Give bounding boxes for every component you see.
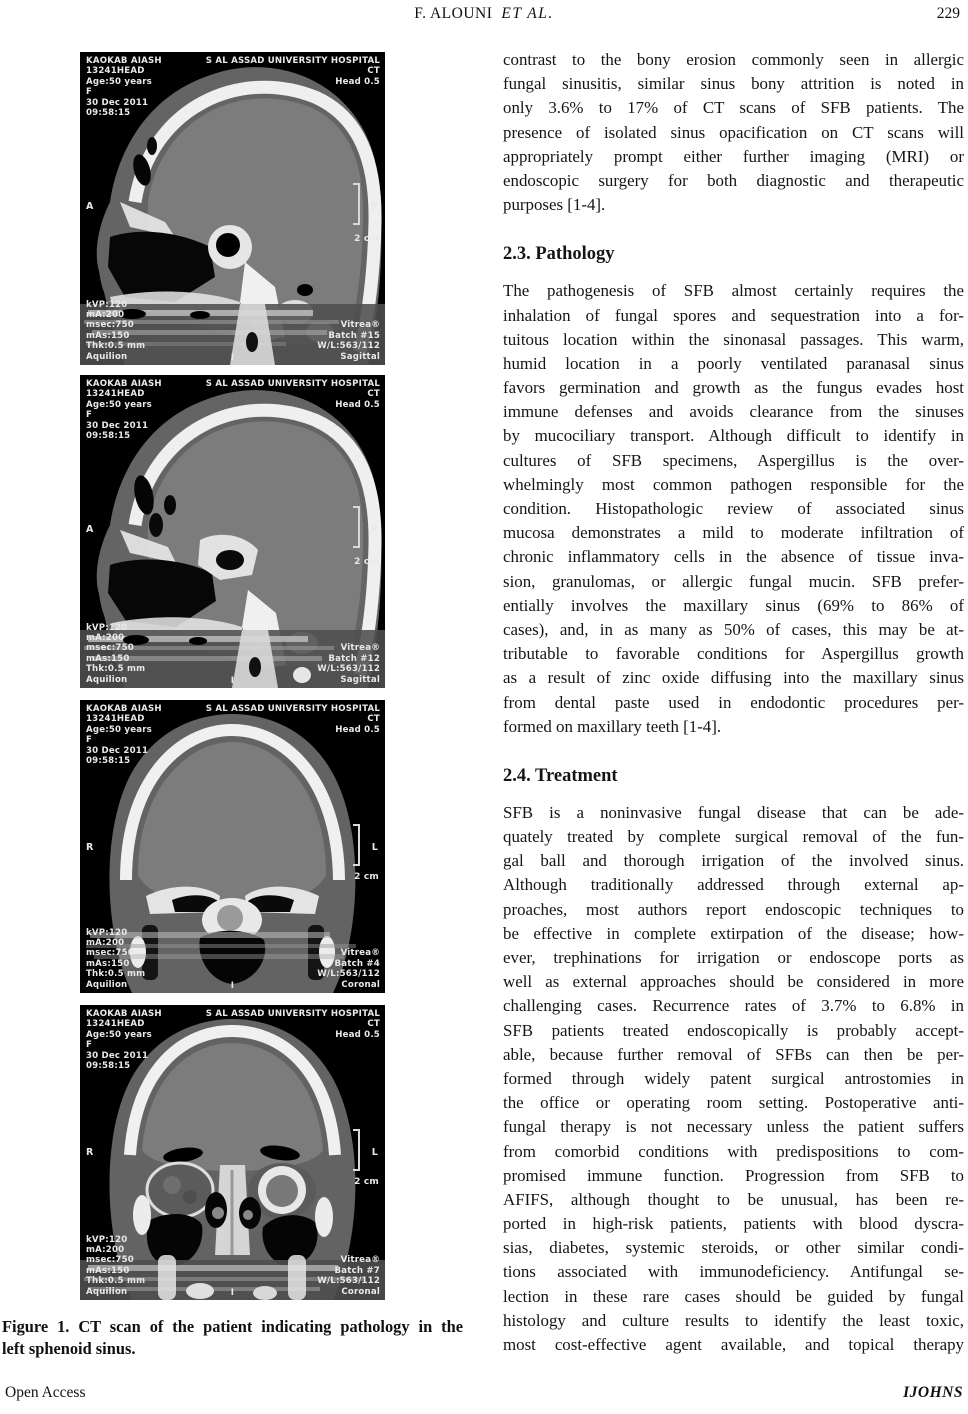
et-al-text: ET AL.: [501, 5, 554, 22]
paragraph-treatment: SFB is a noninvasive fungal disease that can be ade- quately treated by complete surgical removal of the fun- gal ball and thorough irrigation of the involved sinus. Although traditionally addressed through external ap- proaches, most authors report endoscopic techniques to be effective in complete extirpation of the disease; how- ever, trephinations for irrigation or endoscope ports as well as external approaches should be considered in more challenging cases. Recurrence rates of 3.7% to 6.8% in SFB patients treated endoscopically is probably accept- able, because further removal of SFBs can then be per- formed through widely patent surgical antrostomies in the office or operating room setting. Postoperative anti- fungal therapy is not necessary unless the patient suffers from comorbid conditions with predispositions to com- promised immune function. Progression from SFB to AFIFS, although thought to be unusual, has been re- ported in high-risk patients, patients with blood dyscra- sias, diabetes, systemic steroids, or other similar condi- tions associated with immunodeficiency. Antifungal se- lection in these rare cases should be guided by fungal histology and culture results to identify the least toxic, most cost-effective agent available, and topical therapy: [503, 802, 964, 1354]
scale-2cm-label: 2 cm: [354, 234, 379, 244]
scale-bracket: [353, 824, 360, 866]
patient-info-overlay: KAOKAB AIASH 13241HEAD Age:50 years F 30 Dec 2011 09:58:15: [86, 379, 162, 442]
orientation-label-anterior: A: [86, 524, 94, 535]
footer-open-access: Open Access: [5, 1384, 86, 1401]
render-info-overlay: Vitrea® Batch #4 W/L:563/112 Coronal: [317, 948, 380, 990]
running-head-authors: [0, 5, 968, 23]
ct-scan-sagittal-2: [80, 375, 385, 688]
acquisition-params-overlay: kVP:120 mA:200 msec:750 mAs:150 Thk:0.5 mm Aquilion: [86, 1234, 146, 1297]
paragraph-pathology: The pathogenesis of SFB almost certainly requires the inhalation of fungal spores and sequestration into a for- tuitous location within the sinonasal passages. This warm, humid location in a poorly ventilated paranasal sinus favors germination and growth as the fungus evades host immune defenses and avoids clearance from the sinuses by mucociliary transport. Although difficult to identify in cultures of SFB specimens, Aspergillus is the over- whelmingly most common pathogen responsible for the condition. Histopathologic review of associated sinus mucosa demonstrates a mild to moderate infiltration of chronic inflammatory cells in the absence of tissue inva- sion, granulomas, or allergic fungal mucin. SFB prefer- entially involves the maxillary sinus (69% to 86% of cases), and, in as many as 50% of cases, this may be at- tributable to favorable conditions for Aspergillus growth as a result of zinc oxide diffusing into the maxillary sinus from dental paste used in endodontic procedures per- formed on maxillary teeth [1-4].: [503, 281, 964, 736]
author-name: F. ALOUNI: [414, 5, 493, 22]
scale-bracket: [353, 183, 360, 225]
section-heading-pathology: 2.3. Pathology: [503, 244, 615, 265]
render-info-overlay: Vitrea® Batch #7 W/L:563/112 Coronal: [317, 1255, 380, 1297]
scale-bracket: [353, 1129, 360, 1171]
orientation-label-right: R: [86, 842, 94, 853]
acquisition-params-overlay: kVP:120 mA:200 msec:750 mAs:150 Thk:0.5 mm Aquilion: [86, 622, 146, 685]
orientation-label-posterior: P: [370, 524, 378, 535]
figure-caption: Figure 1. CT scan of the patient indicating pathology in the left sphenoid sinus.: [2, 1317, 463, 1358]
acquisition-params-overlay: kVP:120 mA:200 msec:750 mAs:150 Thk:0.5 mm Aquilion: [86, 927, 146, 990]
acquisition-params-overlay: kVP:120 mA:200 msec:750 mAs:150 Thk:0.5 mm Aquilion: [86, 299, 146, 362]
ct-scan-coronal-2: [80, 1005, 385, 1300]
scale-2cm-label: 2 cm: [354, 557, 379, 567]
page-footer: [0, 1384, 968, 1406]
hospital-info-overlay: S AL ASSAD UNIVERSITY HOSPITAL CT Head 0.5: [205, 704, 380, 735]
patient-info-overlay: KAOKAB AIASH 13241HEAD Age:50 years F 30 Dec 2011 09:58:15: [86, 56, 162, 119]
ct-scan-sagittal-1: [80, 52, 385, 365]
footer-journal-name: IJOHNS: [903, 1384, 963, 1401]
running-head: [0, 5, 968, 27]
orientation-label-anterior: A: [86, 201, 94, 212]
inferior-marker: I: [230, 980, 235, 991]
hospital-info-overlay: S AL ASSAD UNIVERSITY HOSPITAL CT Head 0.5: [205, 1009, 380, 1040]
scale-bracket: [353, 506, 360, 548]
paragraph-ct-findings: contrast to the bony erosion commonly seen in allergic fungal sinusitis, similar sinus bony attrition is noted in only 3.6% to 17% of CT scans of SFB patients. The presence of isolated sinus opacification on CT scans will appropriately prompt either further imaging (MRI) or endoscopic surgery for both diagnostic and therapeutic purposes [1-4].: [503, 50, 964, 215]
patient-info-overlay: KAOKAB AIASH 13241HEAD Age:50 years F 30 Dec 2011 09:58:15: [86, 1009, 162, 1072]
orientation-label-posterior: P: [370, 201, 378, 212]
section-heading-treatment: 2.4. Treatment: [503, 765, 618, 786]
article-text-column: [503, 48, 964, 1357]
orientation-label-left: L: [371, 1147, 378, 1158]
orientation-label-right: R: [86, 1147, 94, 1158]
scale-2cm-label: 2 cm: [354, 872, 379, 882]
hospital-info-overlay: S AL ASSAD UNIVERSITY HOSPITAL CT Head 0.5: [205, 379, 380, 410]
ct-scan-coronal-1: [80, 700, 385, 993]
render-info-overlay: Vitrea® Batch #15 W/L:563/112 Sagittal: [317, 320, 380, 362]
inferior-marker: I: [230, 1287, 235, 1298]
orientation-label-left: L: [371, 842, 378, 853]
patient-info-overlay: KAOKAB AIASH 13241HEAD Age:50 years F 30 Dec 2011 09:58:15: [86, 704, 162, 767]
hospital-info-overlay: S AL ASSAD UNIVERSITY HOSPITAL CT Head 0.5: [205, 56, 380, 87]
scale-2cm-label: 2 cm: [354, 1177, 379, 1187]
inferior-marker: I: [230, 675, 235, 686]
render-info-overlay: Vitrea® Batch #12 W/L:563/112 Sagittal: [317, 643, 380, 685]
page-number: 229: [936, 5, 960, 22]
inferior-marker: I: [230, 352, 235, 363]
